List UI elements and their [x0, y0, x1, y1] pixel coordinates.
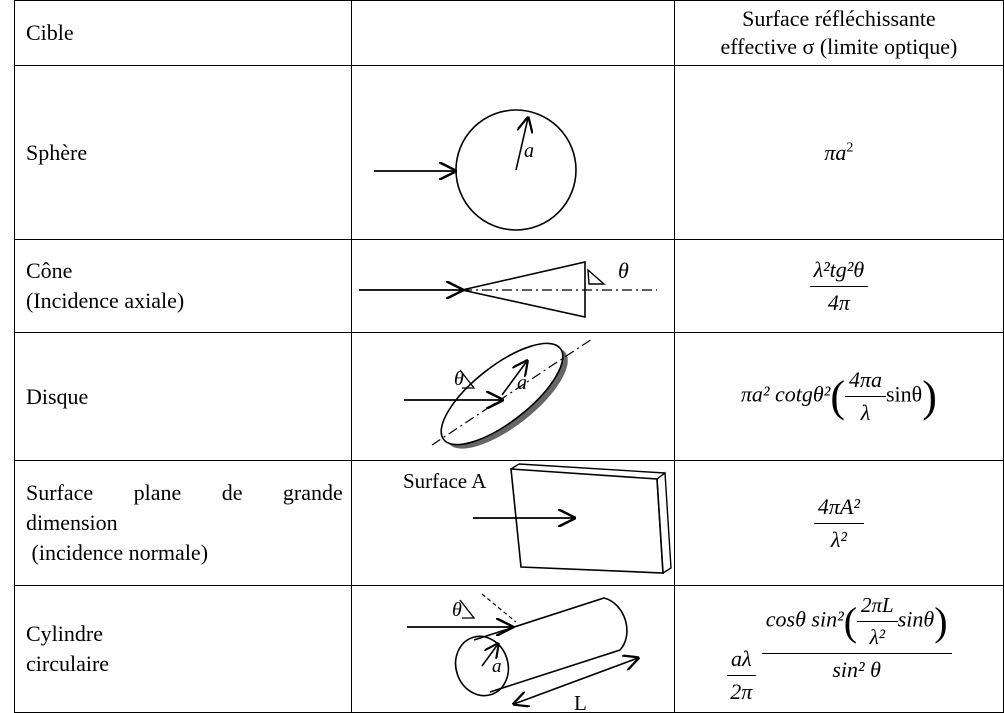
table-row-plane [15, 461, 1004, 586]
inner-frac [857, 593, 898, 650]
formula: πa [824, 139, 847, 165]
target-cell [15, 66, 352, 240]
formula-num: 4πa [845, 367, 886, 397]
angle-mark [460, 600, 474, 618]
target-label: Sphère [26, 139, 88, 165]
header-rcs [674, 1, 1003, 66]
target-line2: circulaire [26, 651, 110, 676]
sphere-figure [352, 66, 674, 239]
formula-prefactor [726, 646, 756, 705]
inner-num: 2πL [857, 593, 898, 622]
target-cell [15, 586, 352, 713]
header-figure [351, 1, 674, 66]
radius-label: a [516, 372, 527, 394]
rcs-formula-cell [674, 586, 1003, 713]
formula-pre: πa² cotgθ² [740, 381, 831, 407]
rcs-formula-cell [674, 461, 1003, 586]
angle-mark [588, 270, 604, 284]
header-rcs-line1: Surface réfléchissante [742, 6, 936, 31]
table-row-disque [15, 333, 1004, 461]
formula-den: 4π [827, 289, 850, 315]
surface-label: Surface A [402, 469, 487, 493]
cylindre-figure [352, 586, 674, 712]
target-label: Disque [26, 383, 89, 409]
target-line1: Surface plane de grande [26, 480, 343, 505]
formula-post: sinθ [886, 381, 923, 407]
angle-label: θ [617, 258, 629, 283]
angle-label: θ [453, 368, 464, 390]
figure-cell [351, 586, 674, 713]
radius-label: a [523, 140, 534, 162]
inner-den: λ² [869, 625, 886, 650]
normal-dash [482, 594, 516, 622]
rcs-formula-cell [674, 240, 1003, 333]
disque-figure [352, 333, 674, 460]
length-label: L [573, 691, 587, 712]
main-den: sin² θ [832, 657, 881, 683]
table-header-row [15, 1, 1004, 66]
target-cell [15, 461, 352, 586]
formula-exp: 2 [846, 140, 854, 156]
table-row-sphere [15, 66, 1004, 240]
target-line3: (incidence normale) [26, 540, 209, 565]
radius-label: a [491, 656, 502, 677]
header-target [15, 1, 352, 66]
formula-den: λ [860, 400, 871, 425]
target-line2: (Incidence axiale) [26, 288, 185, 313]
figure-cell [351, 333, 674, 461]
formula [810, 257, 869, 316]
figure-cell [351, 66, 674, 240]
main-num-a: cosθ sin² [765, 607, 844, 633]
table-row-cone [15, 240, 1004, 333]
rcs-formula-cell [674, 66, 1003, 240]
formula-frac [845, 367, 886, 426]
figure-cell [351, 461, 674, 586]
target-line2: dimension [26, 510, 118, 535]
formula-den: λ² [830, 526, 847, 552]
figure-cell [351, 240, 674, 333]
header-target-label: Cible [26, 20, 74, 45]
disc-ellipse [426, 333, 577, 460]
target-line1: Cylindre [26, 621, 103, 646]
formula-main [762, 593, 952, 683]
rcs-table [14, 0, 1004, 713]
plane-surface [511, 469, 663, 573]
plane-edge-top [511, 464, 519, 469]
header-rcs-line2: effective σ (limite optique) [720, 34, 958, 59]
rcs-formula-cell: πa² cotgθ²( $\frac{4\pi a}{\lambda}$ sinθ) [674, 333, 1003, 461]
table-row-cylindre [15, 586, 1004, 713]
cone-figure [352, 240, 674, 332]
main-num: cosθ sin²( $\frac{2\pi L}{\text{λ²}}$ sinθ) [762, 593, 952, 654]
main-num-b: sinθ [897, 607, 935, 633]
angle-label: θ [451, 599, 462, 621]
target-cell [15, 333, 352, 461]
prefactor-den: 2π [730, 678, 753, 704]
prefactor-num: aλ [727, 646, 756, 676]
target-cell [15, 240, 352, 333]
formula-num: λ²tg²θ [810, 257, 869, 287]
formula [814, 494, 864, 553]
formula-num: 4πA² [814, 494, 864, 524]
target-line1: Cône [26, 258, 73, 283]
plane-figure [352, 461, 674, 585]
